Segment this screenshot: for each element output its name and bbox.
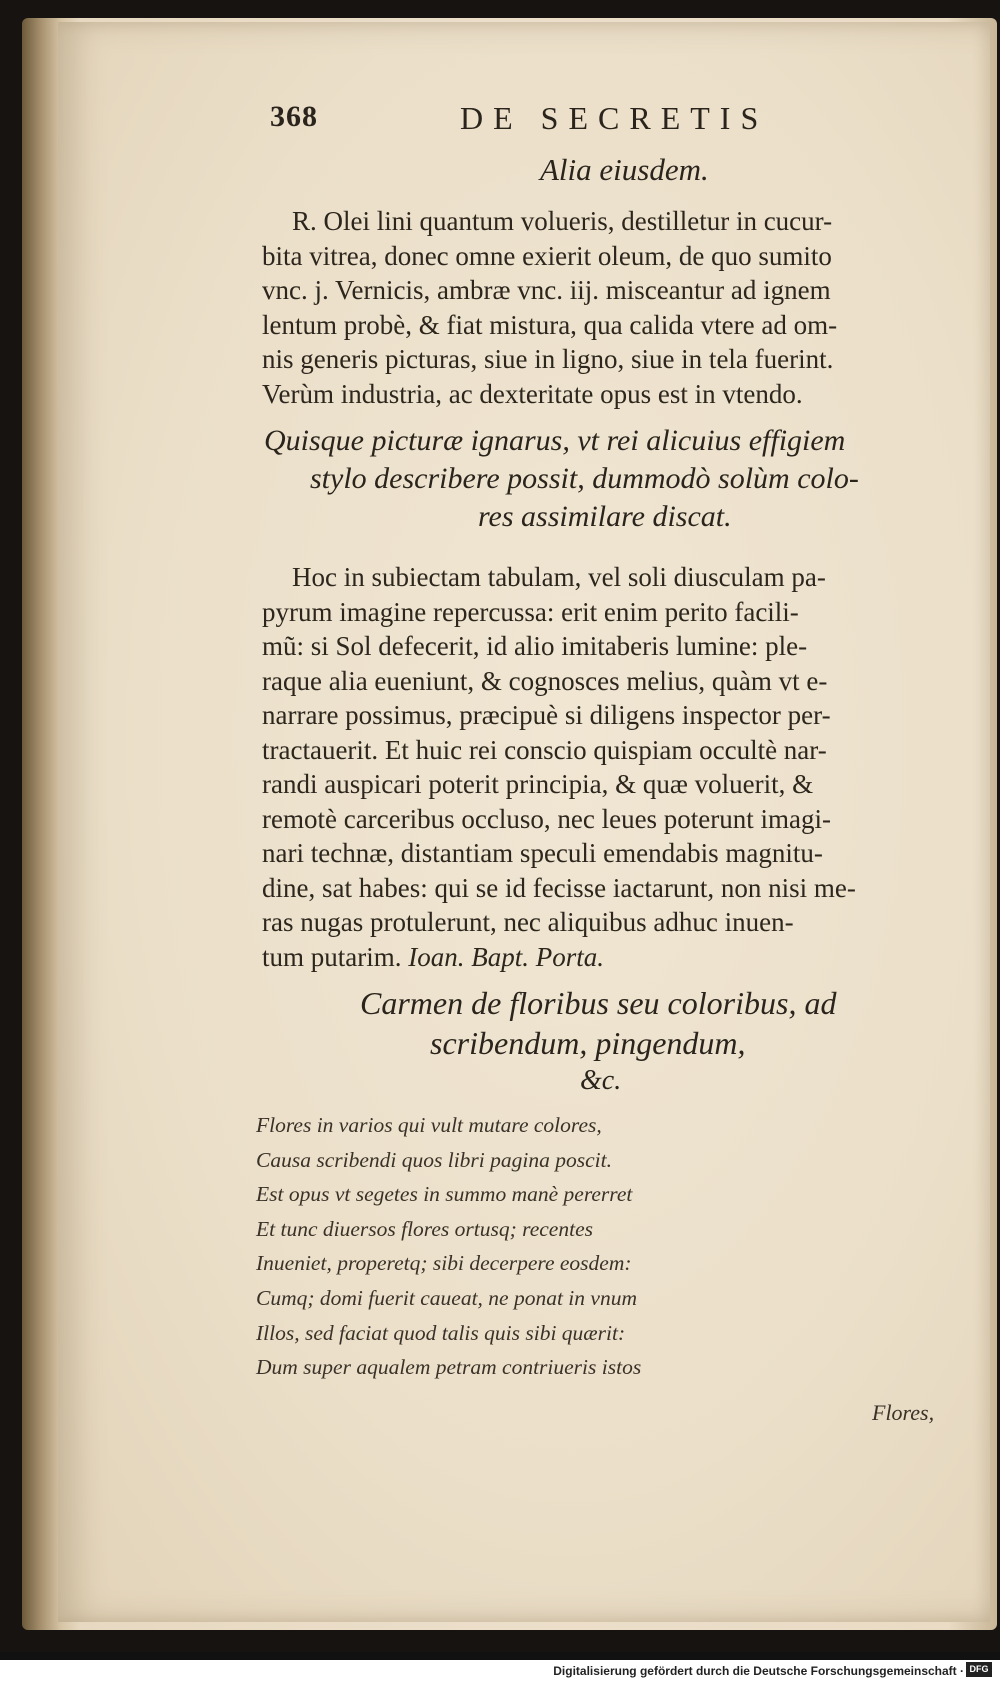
text-line: bita vitrea, donec omne exierit oleum, de quo sumito	[262, 240, 832, 271]
heading-line: &c.	[580, 1065, 622, 1096]
text-line: narrare possimus, præcipuè si diligens inspector per-	[262, 700, 831, 730]
text-line: mũ: si Sol defecerit, id alio imitaberis lumine: ple-	[262, 631, 808, 661]
footer-credit: Digitalisierung gefördert durch die Deutsche Forschungsgemeinschaft ·	[553, 1664, 964, 1678]
text-line: remotè carceribus occluso, nec leues poterunt imagi-	[262, 803, 832, 834]
text-line: randi auspicari poterit principia, & quæ voluerit, &	[262, 769, 814, 799]
text-line: Hoc in subiectam tabulam, vel soli diusculam pa-	[292, 562, 826, 592]
text-line-end: tum putarim.	[262, 941, 402, 972]
text-line: Verùm industria, ac dexteritate opus est in vtendo.	[262, 378, 803, 409]
poem-line: Cumq; domi fuerit caueat, ne ponat in vnum	[256, 1285, 637, 1310]
author-attribution: Ioan. Bapt. Porta.	[408, 941, 604, 972]
text-line: nari technæ, distantiam speculi emendabis magnitu-	[262, 838, 823, 868]
text-line-last	[262, 940, 964, 975]
heading-line: res assimilare discat.	[478, 500, 732, 533]
catchword: Flores,	[872, 1400, 935, 1425]
poem-line: Flores in varios qui vult mutare colores,	[256, 1113, 602, 1137]
text-line: ras nugas protulerunt, nec aliquibus adhuc inuen-	[262, 907, 794, 937]
poem-line: Illos, sed faciat quod talis quis sibi quærit:	[256, 1320, 626, 1345]
text-line: vnc. j. Vernicis, ambræ vnc. iij. misceantur ad ignem	[262, 275, 831, 305]
heading-line: Quisque picturæ ignarus, vt rei alicuius effigiem	[264, 424, 846, 457]
text-line: nis generis picturas, siue in ligno, siue in tela fuerint.	[262, 344, 834, 374]
heading-line: stylo describere possit, dummodò solùm colo-	[310, 462, 859, 495]
paragraph-hoc-in	[262, 560, 964, 974]
footer-bar	[0, 1660, 1000, 1687]
text-line: tractauerit. Et huic rei conscio quispiam occultè nar-	[262, 734, 827, 765]
poem-line: Est opus vt segetes in summo manè pererret	[256, 1182, 633, 1207]
poem-line: Et tunc diuersos flores ortusq; recentes	[256, 1216, 593, 1241]
heading-line: Carmen de floribus seu coloribus, ad	[360, 985, 837, 1021]
dfg-logo-icon: DFG	[966, 1662, 992, 1677]
section-heading-alia: Alia eiusdem.	[540, 152, 709, 187]
poem-line: Causa scribendi quos libri pagina poscit.	[256, 1147, 612, 1172]
text-line: raque alia eueniunt, & cognosces melius, quàm vt e-	[262, 665, 828, 696]
page-number: 368	[270, 100, 318, 133]
text-line: R. Olei lini quantum volueris, destilletur in cucur-	[292, 206, 833, 236]
text-line: lentum probè, & fiat mistura, qua calida vtere ad om-	[262, 309, 838, 340]
text-line: dine, sat habes: qui se id fecisse iactarunt, non nisi me-	[262, 872, 856, 903]
heading-line: scribendum, pingendum,	[430, 1025, 746, 1061]
poem-verses	[256, 1108, 641, 1385]
text-line: pyrum imagine repercussa: erit enim perito facili-	[262, 596, 799, 627]
running-head: DE SECRETIS	[460, 100, 769, 136]
poem-line: Dum super aqualem petram contriueris istos	[256, 1355, 642, 1380]
poem-line: Inueniet, properetq; sibi decerpere eosdem:	[256, 1251, 632, 1276]
paragraph-recipe	[262, 204, 964, 411]
